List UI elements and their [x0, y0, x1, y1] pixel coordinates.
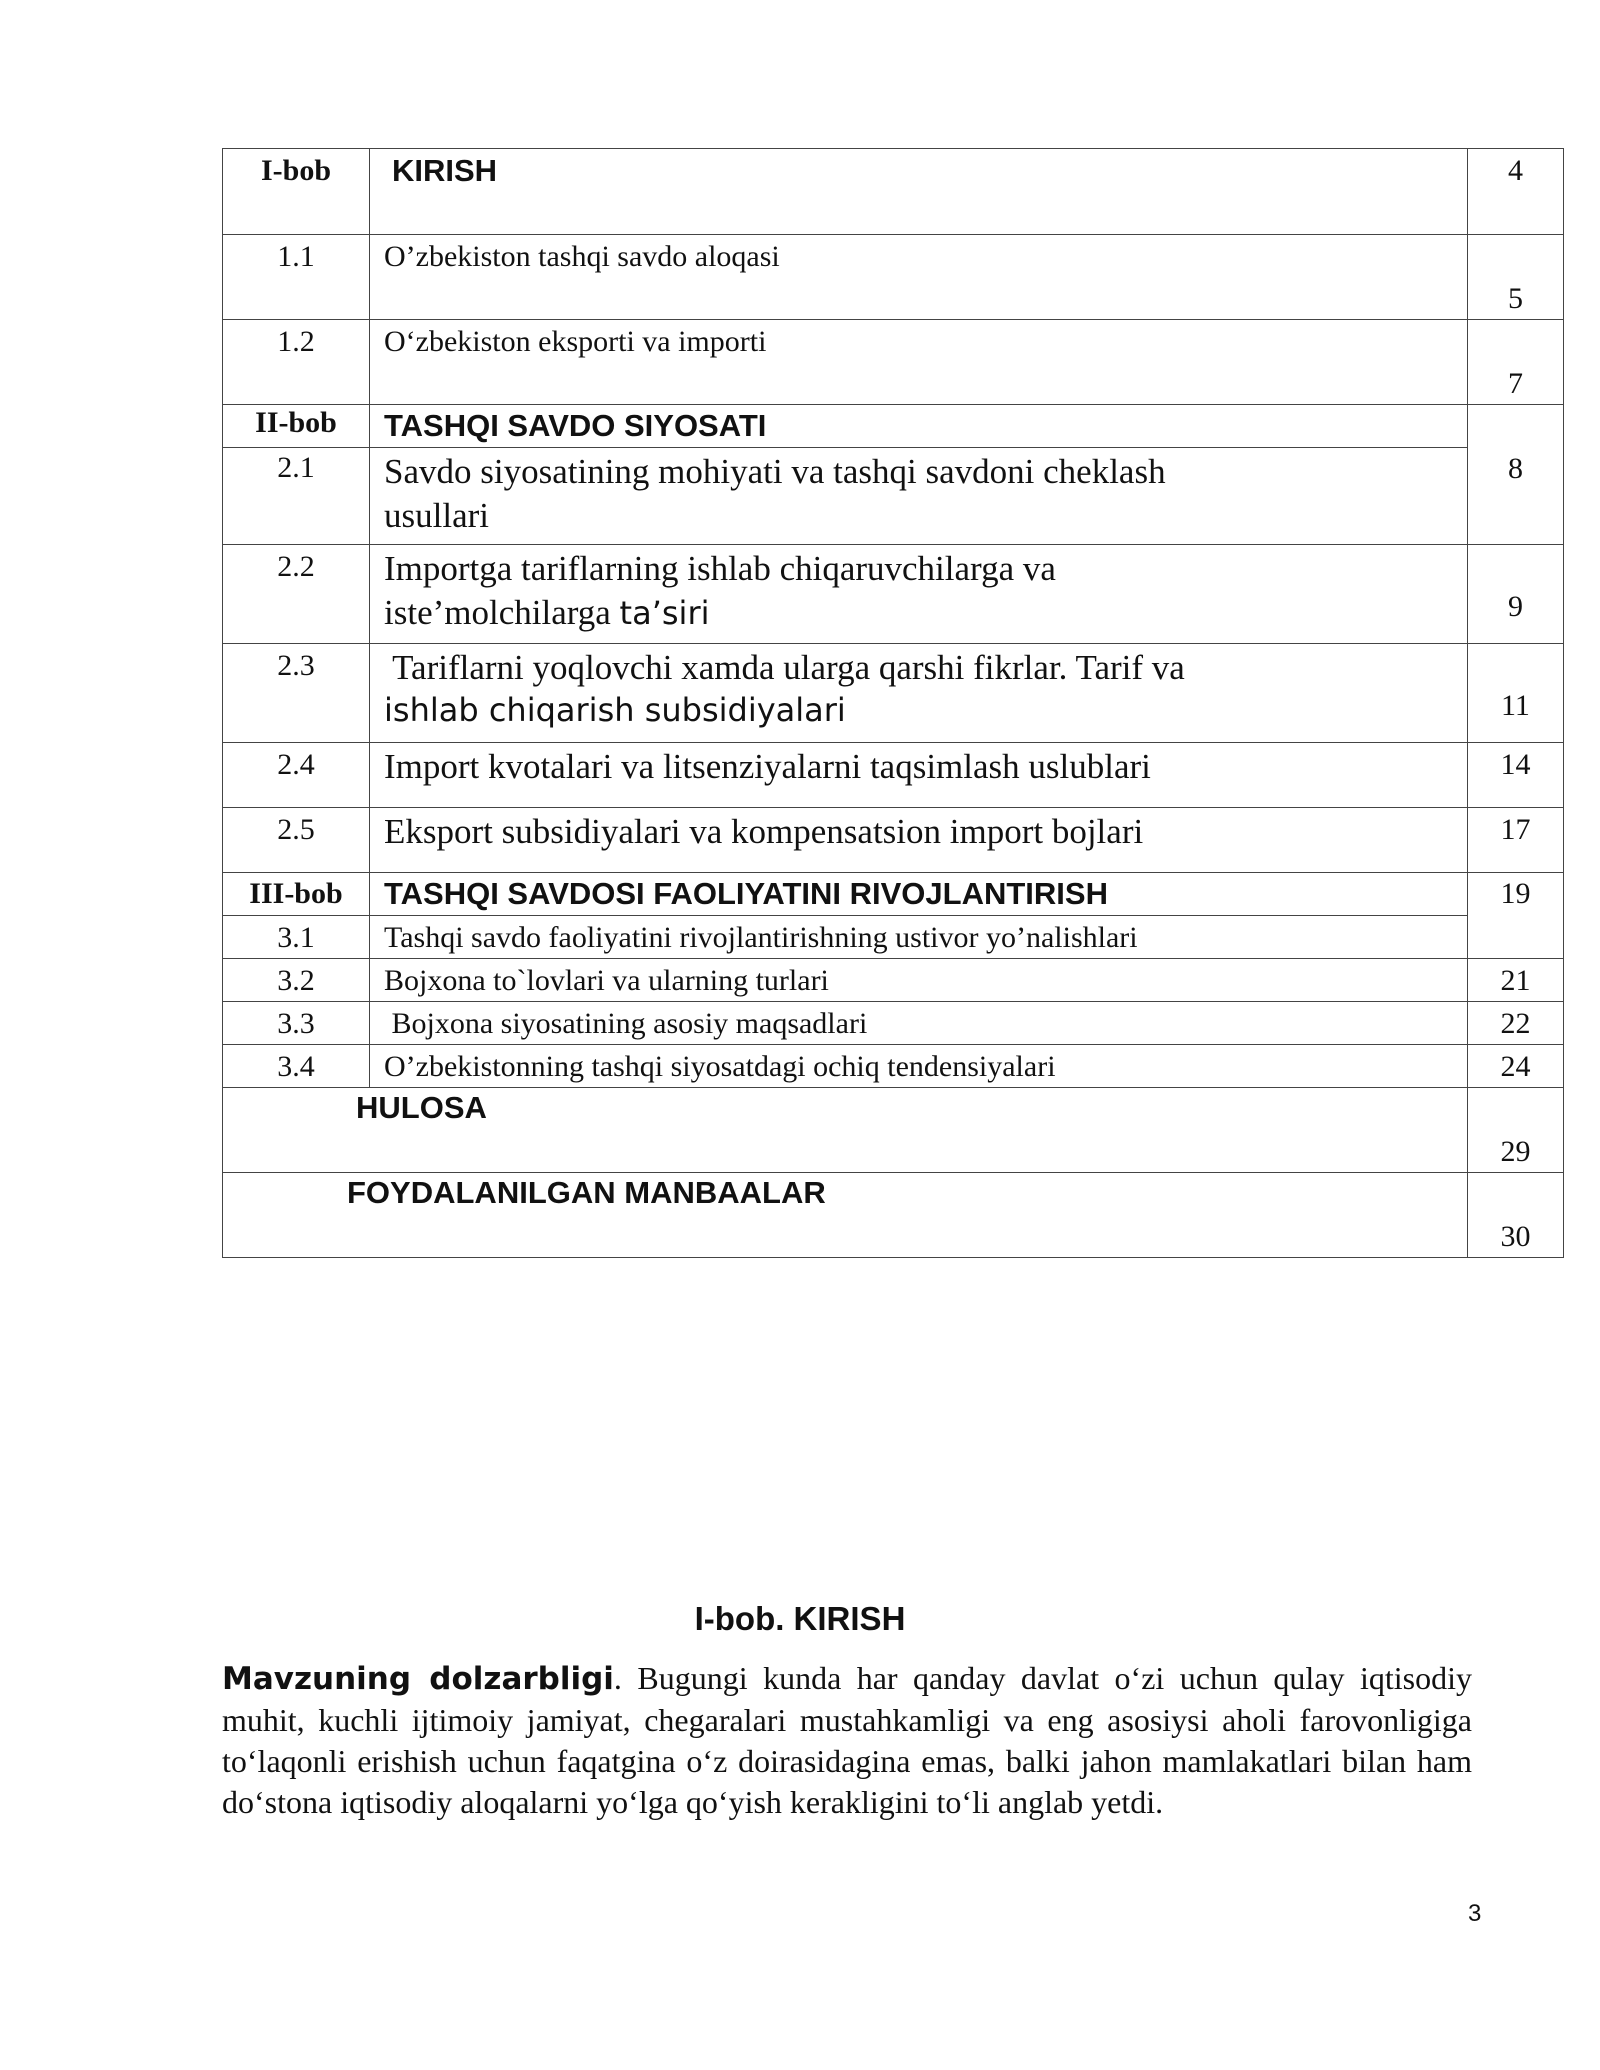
toc-page: 19 [1467, 873, 1564, 958]
toc-title-line: Importga tariflarning ishlab chiqaruvchilarga va [384, 549, 1056, 588]
toc-page: 30 [1500, 1220, 1531, 1253]
toc-title: KIRISH [369, 149, 1467, 234]
toc-page: 8 [1467, 405, 1564, 544]
toc-row-chapter-2-group [222, 404, 1564, 544]
toc-number: II-bob [223, 405, 369, 448]
toc-title: O‘zbekiston eksporti va importi [369, 320, 1467, 404]
chapter-heading: I-bob. KIRISH [694, 1600, 906, 1637]
toc-number: III-bob [223, 873, 369, 916]
toc-title: Import kvotalari va litsenziyalarni taqsimlash uslublari [369, 743, 1467, 807]
page-number: 3 [1468, 1900, 1482, 1927]
toc-title: Tashqi savdo faoliyatini rivojlantirishning ustivor yo’nalishlari [384, 921, 1138, 954]
toc-row-3-2 [222, 958, 1564, 1001]
table-of-contents [222, 148, 1564, 1258]
paragraph-text: . Bugungi kunda har qanday davlat o‘zi uchun qulay iqtisodiy muhit, kuchli ijtimoiy jamiyat, chegaralari mustahkamligi va eng asosiysi aholi farovonligiga to‘laqonli erishish uchun faqatgina o‘z doirasidagina emas, balki jahon mamlakatlari bilan ham do‘stona iqtisodiy aloqalarni yo‘lga qo‘yish kerakligini to‘li anglab yetdi. [222, 1660, 1472, 1820]
intro-paragraph [222, 1658, 1472, 1823]
toc-row-2-3 [222, 643, 1564, 742]
toc-number: 1.2 [222, 320, 369, 404]
toc-page: 21 [1467, 959, 1564, 1001]
toc-number: I-bob [222, 149, 369, 234]
toc-title: Bojxona siyosatining asosiy maqsadlari [369, 1002, 1467, 1044]
toc-page: 22 [1467, 1002, 1564, 1044]
toc-number: 2.2 [222, 545, 369, 643]
toc-row-chapter-1 [222, 148, 1564, 234]
toc-title: FOYDALANILGAN MANBAALAR [347, 1175, 826, 1210]
toc-title-line: usullari [384, 496, 489, 535]
toc-title: O’zbekiston tashqi savdo aloqasi [369, 235, 1467, 319]
toc-number: 3.1 [277, 921, 315, 954]
toc-page: 29 [1500, 1135, 1531, 1168]
toc-number: 2.5 [222, 808, 369, 872]
toc-title: Eksport subsidiyalari va kompensatsion import bojlari [369, 808, 1467, 872]
toc-row-2-2 [222, 544, 1564, 643]
toc-row-1-2 [222, 319, 1564, 404]
toc-page: 4 [1467, 149, 1564, 234]
toc-page: 24 [1467, 1045, 1564, 1087]
toc-title-multiline [370, 448, 1467, 540]
toc-row-1-1 [222, 234, 1564, 319]
toc-page: 5 [1508, 282, 1523, 315]
toc-title-line: ta’siri [619, 594, 710, 632]
toc-page: 11 [1467, 644, 1564, 742]
toc-title-line: Savdo siyosatining mohiyati va tashqi savdoni cheklash [384, 452, 1166, 491]
toc-row-3-4 [222, 1044, 1564, 1087]
toc-number: 3.2 [222, 959, 369, 1001]
toc-title: Bojxona to`lovlari va ularning turlari [369, 959, 1467, 1001]
toc-row-chapter-3-group [222, 872, 1564, 958]
toc-title-multiline [369, 545, 1467, 643]
toc-page: 17 [1467, 808, 1564, 872]
paragraph-lead: Mavzuning dolzarbligi [222, 1661, 614, 1697]
toc-number: 1.1 [222, 235, 369, 319]
toc-row-2-4 [222, 742, 1564, 807]
toc-number: 2.1 [277, 451, 315, 484]
toc-number: 3.3 [222, 1002, 369, 1044]
toc-page: 14 [1467, 743, 1564, 807]
toc-page: 9 [1467, 545, 1564, 643]
toc-row-conclusion [222, 1087, 1564, 1172]
toc-title-line: iste’molchilarga [384, 593, 620, 632]
toc-page: 7 [1508, 367, 1523, 400]
toc-title: HULOSA [356, 1090, 487, 1125]
toc-title: TASHQI SAVDOSI FAOLIYATINI RIVOJLANTIRISH [370, 873, 1467, 916]
toc-row-3-3 [222, 1001, 1564, 1044]
toc-number: 2.3 [222, 644, 369, 742]
toc-title: O’zbekistonning tashqi siyosatdagi ochiq tendensiyalari [369, 1045, 1467, 1087]
toc-row-references [222, 1172, 1564, 1258]
toc-title-multiline [369, 644, 1467, 742]
toc-title: TASHQI SAVDO SIYOSATI [370, 405, 1467, 448]
toc-title-line: ishlab chiqarish subsidiyalari [384, 691, 846, 729]
toc-row-2-5 [222, 807, 1564, 872]
toc-title-line: Tariflarni yoqlovchi xamda ularga qarshi fikrlar. Tarif va [384, 648, 1185, 687]
toc-number: 3.4 [222, 1045, 369, 1087]
toc-number: 2.4 [222, 743, 369, 807]
